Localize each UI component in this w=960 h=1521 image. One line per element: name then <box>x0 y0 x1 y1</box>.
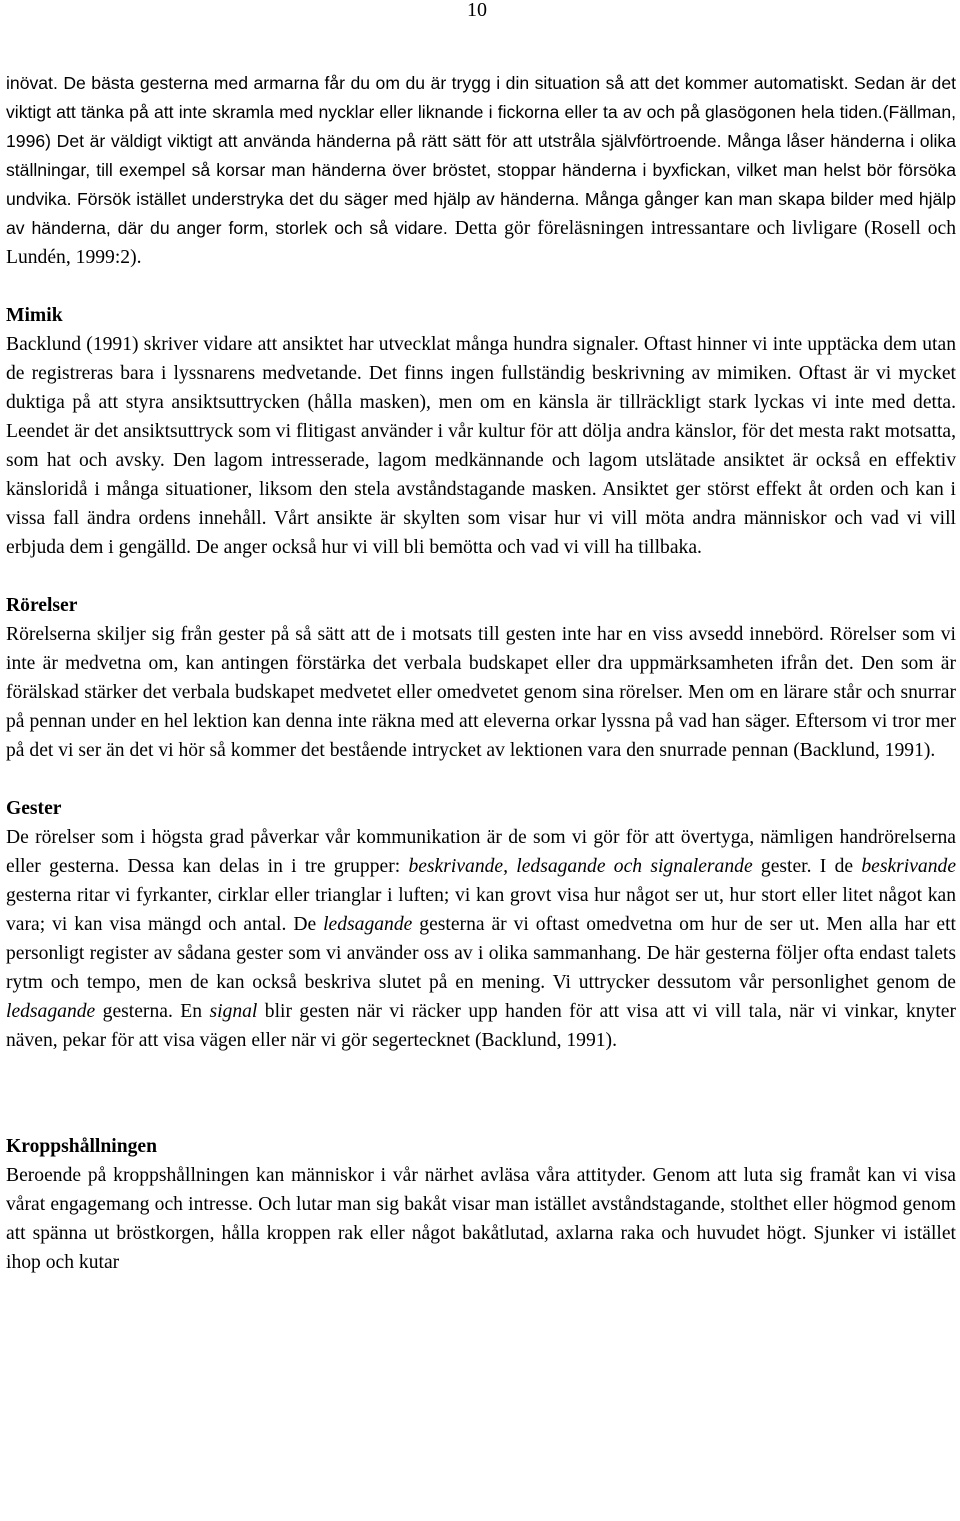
intro-sentence-3: Detta gör föreläsningen intressantare och livligare (Rosell och Lundén, 1999:2). <box>6 218 956 268</box>
spacer <box>6 765 956 794</box>
section-heading-mimik: Mimik <box>6 305 63 326</box>
spacer <box>6 272 956 301</box>
rorelser-paragraph: Rörelserna skiljer sig från gester på så sätt att de i motsats till gesten inte har en viss avsedd innebörd. Rörelser som vi inte är medvetna om, kan antingen förstärka det verbala budskapet eller dra uppmärksamheten ifrån det. Den som är förälskad stärker det verbala budskapet medvetet eller omedvetet genom sina rörelser. Men om en lärare står och snurrar på pennan under en hel lektion kan denna inte räkna med att eleverna orkar lyssna på vad han säger. Eftersom vi tror mer på det vi ser än det vi hör så kommer det bestående intrycket av lektionen vara den snurrade pennan (Backlund, 1991). <box>6 624 956 761</box>
section-heading-gester: Gester <box>6 798 62 819</box>
spacer <box>6 562 956 591</box>
gester-italic-2: beskrivande <box>861 856 957 877</box>
gester-text-1: De rörelser som i högsta grad påverkar vår kommunikation är de som vi gör för att övertyga, nämligen handrörelserna eller gesterna. Dessa kan delas in i tre grupper: <box>6 827 956 877</box>
gester-italic-4: ledsagande <box>6 1001 96 1022</box>
gester-text-3: gesterna ritar vi fyrkanter, cirklar eller trianglar i luften; vi kan grovt visa hur något ser ut, hur stort eller litet något kan vara; vi kan visa mängd och antal. De <box>6 885 956 935</box>
gester-italic-3: ledsagande <box>323 914 413 935</box>
section-heading-kroppshallningen: Kroppshållningen <box>6 1136 158 1157</box>
intro-sentence-1: inövat. De bästa gesterna med armarna får du om du är trygg i din situation så att det kommer automatiskt. Sedan är det viktigt att tänka på att inte skramla med nycklar eller liknande i fickorna eller ta av och på glasögonen hela tiden.(Fällman, 1996) Det är väldigt viktigt att använda händerna på rätt sätt för att utstråla självförtroende. <box>6 73 956 151</box>
gester-text-6: blir gesten när vi räcker upp handen för att visa att vi vill tala, när vi vinkar, knyter näven, pekar för att visa vägen eller när vi gör segertecknet (Backlund, 1991). <box>6 1001 957 1051</box>
gester-text-2: gester. I de <box>752 856 862 877</box>
intro-paragraph <box>6 69 956 272</box>
page-number: 10 <box>467 0 487 21</box>
section-heading-rorelser: Rörelser <box>6 595 78 616</box>
gester-text-5: gesterna. En <box>95 1001 210 1022</box>
mimik-paragraph: Backlund (1991) skriver vidare att ansiktet har utvecklat många hundra signaler. Oftast hinner vi inte upptäcka dem utan de registreras bara i lyssnarens medvetande. Det finns ingen fullständig beskrivning av mimiken. Oftast är vi mycket duktiga på att styra ansiktsuttrycken (hålla masken), men om en känsla är tillräckligt stark lyckas vi inte med detta. Leendet är det ansiktsuttryck som vi flitigast använder i vår kultur för att dölja andra känslor, för det mesta rakt motsatta, som hat och avsky. Den lagom intresserade, lagom medkännande och lagom utslätade ansiktet är också en effektiv känsloridå i många situationer, liksom den stela avståndstagande masken. Ansiktet ger störst effekt åt orden och kan i vissa fall ändra ordens innehåll. Vårt ansikte är skylten som visar hur vi vill möta andra människor och vad vi vill erbjuda dem i gengälld. De anger också hur vi vill bli bemötta och vad vi vill ha tillbaka. <box>6 334 956 558</box>
kroppshallningen-paragraph: Beroende på kroppshållningen kan människor i vår närhet avläsa våra attityder. Genom att luta sig framåt kan vi visa vårat engagemang och intresse. Och lutar man sig bakåt visar man istället avståndstagande, stolthet eller högmod genom att spänna ut bröstkorgen, hålla kroppen rak eller något bakåtlutad, axlarna raka och huvudet högt. Sjunker vi istället ihop och kutar <box>6 1165 956 1273</box>
gester-text-4: gesterna är vi oftast omedvetna om hur de ser ut. Men alla har ett personligt register av sådana gester som vi använder oss av i olika sammanhang. De här gesterna följer ofta endast talets rytm och tempo, men de kan också beskriva slutet på en mening. Vi uttrycker dessutom vår personlighet genom de <box>6 914 956 993</box>
document-body <box>6 69 956 1277</box>
gester-paragraph <box>6 823 956 1055</box>
intro-sentence-2: Många låser händerna i olika ställningar, till exempel så korsar man händerna över bröstet, stoppar händerna i byxfickan, vilket man helst bör försöka undvika. Försök istället understryka det du säger med hjälp av händerna. Många gånger kan man skapa bilder med hjälp av händerna, där du anger form, storlek och så vidare. <box>6 131 956 238</box>
spacer <box>6 1055 956 1132</box>
gester-italic-5: signal <box>209 1001 258 1022</box>
gester-italic-1: beskrivande, ledsagande och signalerande <box>408 856 753 877</box>
